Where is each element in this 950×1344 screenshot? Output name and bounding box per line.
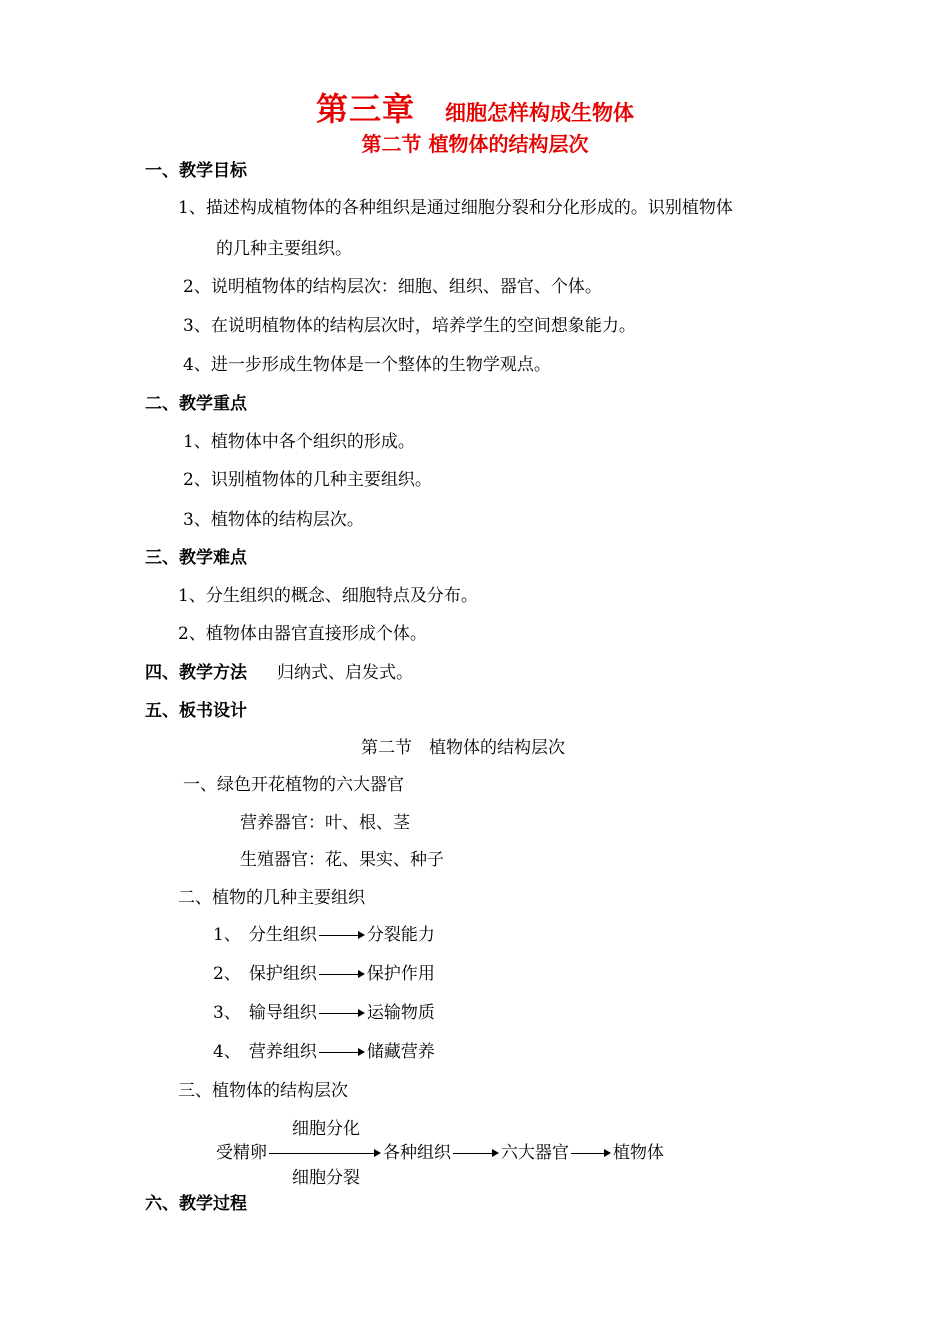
goal-item-1-cont: 的几种主要组织。: [216, 239, 352, 259]
tissue-role: 运输物质: [366, 1003, 435, 1023]
tissue-row: 2、 保护组织 保护作用: [213, 964, 435, 984]
heading-methods: 四、教学方法: [145, 663, 247, 683]
heading-key-points: 二、教学重点: [145, 394, 247, 414]
chain-tissues: 各种组织: [383, 1143, 451, 1163]
cell-division-label: 细胞分裂: [292, 1168, 360, 1188]
chain-plant: 植物体: [613, 1143, 664, 1163]
arrow-icon: [319, 974, 359, 975]
tissue-row: 4、 营养组织 储藏营养: [213, 1042, 435, 1062]
difficulty-2: 2、植物体由器官直接形成个体。: [178, 624, 427, 644]
tissue-name: 输导组织: [248, 1003, 317, 1023]
heading-teaching-process: 六、教学过程: [145, 1194, 247, 1214]
goal-item-3: 3、在说明植物体的结构层次时，培养学生的空间想象能力。: [183, 316, 636, 336]
goal-item-2: 2、说明植物体的结构层次：细胞、组织、器官、个体。: [183, 277, 602, 297]
chapter-number: 第三章: [315, 90, 415, 128]
board-part1-title: 一、绿色开花植物的六大器官: [183, 775, 404, 795]
methods-text: 归纳式、启发式。: [277, 663, 413, 683]
section-title: 第二节 植物体的结构层次: [361, 132, 589, 156]
cell-differentiation-label: 细胞分化: [292, 1119, 360, 1139]
tissue-name: 分生组织: [248, 925, 317, 945]
methods-row: [145, 658, 413, 683]
heading-teaching-goals: 一、教学目标: [145, 161, 247, 181]
heading-board-design: 五、板书设计: [145, 701, 247, 721]
arrow-icon: [319, 935, 359, 936]
tissue-row: 1、 分生组织 分裂能力: [213, 925, 435, 945]
heading-difficulties: 三、教学难点: [145, 548, 247, 568]
difficulty-1: 1、分生组织的概念、细胞特点及分布。: [178, 586, 478, 606]
chapter-subtitle: 细胞怎样构成生物体: [445, 100, 634, 125]
key-point-1: 1、植物体中各个组织的形成。: [183, 432, 415, 452]
chain-organs: 六大器官: [501, 1143, 569, 1163]
goal-item-4: 4、进一步形成生物体是一个整体的生物学观点。: [183, 355, 551, 375]
chapter-title: [0, 84, 950, 130]
board-title: 第二节 植物体的结构层次: [361, 738, 565, 758]
hierarchy-chain: [216, 1138, 664, 1163]
vegetative-organs: 营养器官：叶、根、茎: [240, 813, 410, 833]
arrow-icon: [571, 1153, 605, 1154]
tissue-row: 3、 输导组织 运输物质: [213, 1003, 435, 1023]
tissue-name: 营养组织: [248, 1042, 317, 1062]
board-part2-title: 二、植物的几种主要组织: [178, 888, 365, 908]
goal-item-1: 1、描述构成植物体的各种组织是通过细胞分裂和分化形成的。识别植物体: [178, 198, 733, 218]
arrow-icon: [319, 1052, 359, 1053]
tissue-role: 分裂能力: [366, 925, 435, 945]
tissue-role: 保护作用: [366, 964, 435, 984]
arrow-icon: [319, 1013, 359, 1014]
arrow-icon: [269, 1153, 375, 1154]
tissue-role: 储藏营养: [366, 1042, 435, 1062]
arrow-icon: [453, 1153, 493, 1154]
key-point-3: 3、植物体的结构层次。: [183, 510, 364, 530]
tissue-name: 保护组织: [248, 964, 317, 984]
chain-zygote: 受精卵: [216, 1143, 267, 1163]
key-point-2: 2、识别植物体的几种主要组织。: [183, 470, 432, 490]
board-part3-title: 三、植物体的结构层次: [178, 1081, 348, 1101]
reproductive-organs: 生殖器官：花、果实、种子: [240, 850, 444, 870]
